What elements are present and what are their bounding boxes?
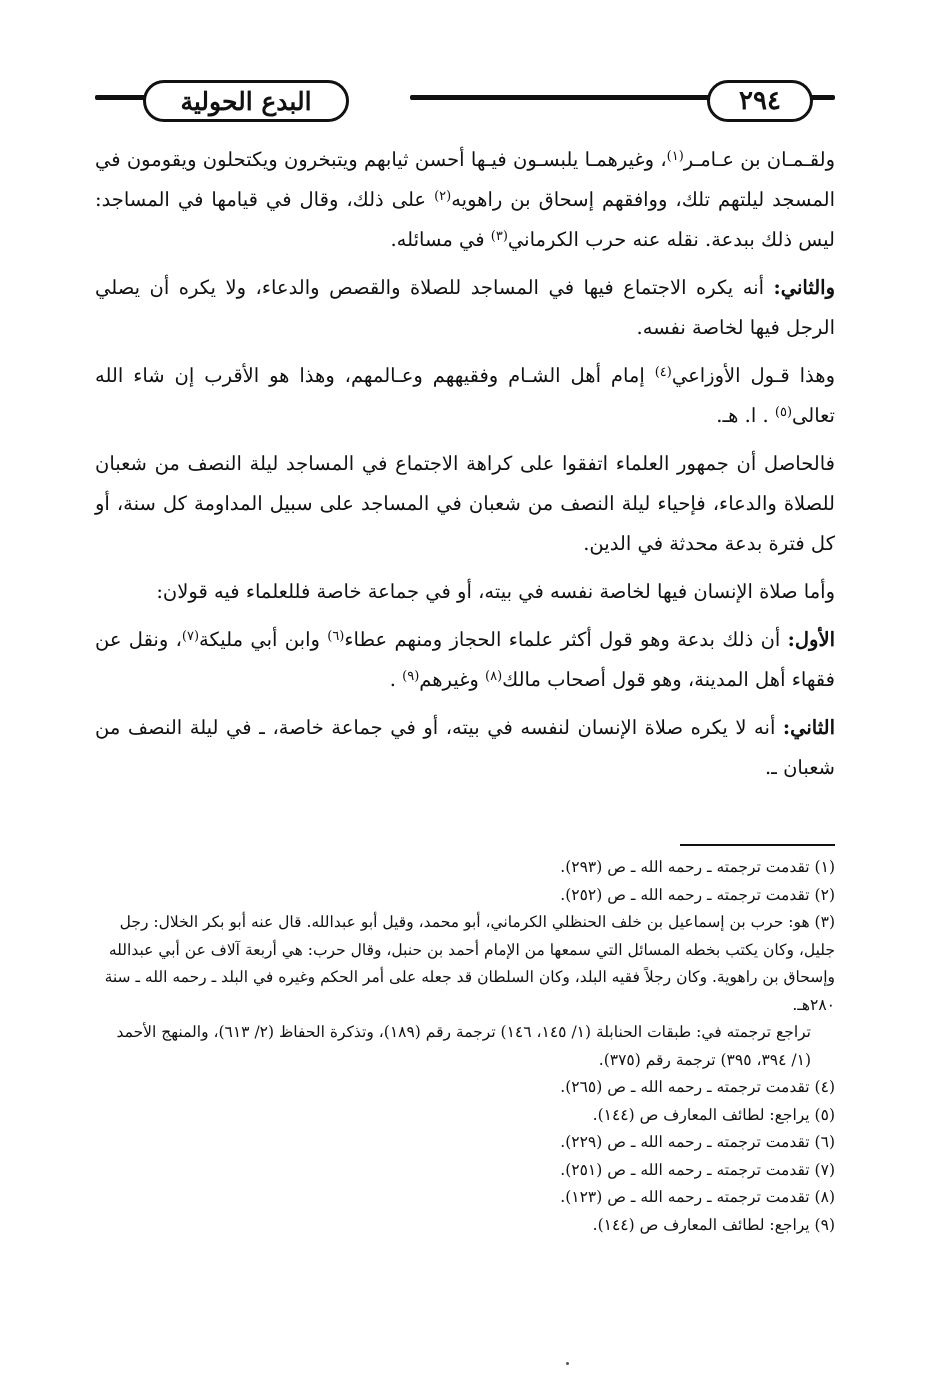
footnote-separator xyxy=(680,844,835,846)
bold-label: والثاني: xyxy=(773,276,835,299)
footnote-ref[interactable]: (٣) xyxy=(490,229,508,244)
footnote: (٦) تقدمت ترجمته ـ رحمه الله ـ ص (٢٢٩). xyxy=(560,1133,835,1151)
footnote: (١) تقدمت ترجمته ـ رحمه الله ـ ص (٢٩٣). xyxy=(560,858,835,876)
footnote-ref[interactable]: (٢) xyxy=(434,189,452,204)
footnote: (٥) يراجع: لطائف المعارف ص (١٤٤). xyxy=(592,1105,835,1124)
text-run: أنه يكره الاجتماع فيها في المساجد للصلاة والقصص والدعاء، ولا يكره أن يصلي الرجل فيها لخاصة نفسه. xyxy=(95,276,835,339)
text-run: . xyxy=(389,668,403,691)
footnote-ref[interactable]: (٨) xyxy=(485,669,503,684)
paragraph xyxy=(95,708,835,788)
footnote: (٤) تقدمت ترجمته ـ رحمه الله ـ ص (٢٦٥). xyxy=(560,1078,835,1096)
paragraph: وأما صلاة الإنسان فيها لخاصة نفسه في بيته، أو في جماعة خاصة فللعلماء فيه قولان: xyxy=(156,580,835,603)
text-run: وهذا قـول الأوزاعي xyxy=(671,364,835,387)
footnote-ref[interactable]: (٦) xyxy=(327,629,345,644)
footnote-ref[interactable]: (٤) xyxy=(654,365,672,380)
footnote: (٢) تقدمت ترجمته ـ رحمه الله ـ ص (٢٥٢). xyxy=(560,885,835,904)
text-run: ، وغيرهمـا يلبسـون فيـها أحسن ثيابهم ويتبخرون ويكتحلون ويقومون في المسجد ليلتهم تلك، ووافقهم إسحاق بن راهويه xyxy=(95,148,835,211)
footnote: (٩) يراجع: لطائف المعارف ص (١٤٤). xyxy=(592,1215,835,1234)
scan-speck xyxy=(566,1362,569,1365)
footnote: (٣) هو: حرب بن إسماعيل بن خلف الحنظلي الكرماني، أبو محمد، وقيل أبو عبدالله. قال عنه أبو بكر الخلال: رجل جليل، وكان يكتب بخطه المسائل التي سمعها من الإمام أحمد بن حنبل، وقال حرب: هي أربعة آلاف عن أبي عبدالله وإسحاق بن راهوية. وكان رجلاً فقيه البلد، وكان السلطان قد جعله على أمر الحكم وغيره في البلد ـ رحمه الله ـ سنة ٢٨٠هـ. xyxy=(104,913,835,1014)
paragraph xyxy=(95,268,835,348)
text-run: أنه لا يكره صلاة الإنسان لنفسه في بيته، أو في جماعة خاصة، ـ في ليلة النصف من شعبان ـ. xyxy=(95,716,835,779)
footnote-ref[interactable]: (١) xyxy=(666,149,684,164)
footnote-ref[interactable]: (٩) xyxy=(402,669,420,684)
footnote: (٧) تقدمت ترجمته ـ رحمه الله ـ ص (٢٥١). xyxy=(560,1160,835,1179)
text-run: على ذلك، وقال في قيامها في المساجد: ليس ذلك ببدعة. نقله عنه حرب الكرماني xyxy=(95,188,835,251)
footnote-ref[interactable]: (٥) xyxy=(774,405,793,420)
paragraph: فالحاصل أن جمهور العلماء اتفقوا على كراهة الاجتماع في المساجد ليلة النصف من شعبان للصلاة والدعاء، فإحياء ليلة النصف من شعبان في المساجد على سبيل المداومة كل سنة، أو كل فترة بدعة محدثة في الدين. xyxy=(95,452,835,555)
text-run: ولقـمـان بن عـامـر xyxy=(683,148,835,171)
bold-label: الثاني: xyxy=(782,716,835,739)
text-run: ، ونقل عن فقهاء أهل المدينة، وهو قول أصحاب مالك xyxy=(95,628,835,691)
bold-label: الأول: xyxy=(787,628,835,651)
text-run: وغيرهم xyxy=(419,668,486,691)
page-header xyxy=(95,78,835,122)
text-run: أن ذلك بدعة وهو قول أكثر علماء الحجاز ومنهم عطاء xyxy=(344,628,788,651)
page-number: ٢٩٤ xyxy=(707,80,813,122)
footnote-continuation xyxy=(95,1019,835,1074)
footnotes xyxy=(95,854,835,1239)
footnote: (٨) تقدمت ترجمته ـ رحمه الله ـ ص (١٢٣). xyxy=(560,1188,835,1206)
text-run: وابن أبي مليكة xyxy=(199,628,328,651)
footnote-ref[interactable]: (٧) xyxy=(181,629,200,644)
text-run: تراجع ترجمته في: طبقات الحنابلة (١/ ١٤٥، ١٤٦) ترجمة رقم (١٨٩)، وتذكرة الحفاظ (٢/ ٦١٣)، والمنهج الأحمد (١/ ٣٩٤، ٣٩٥) ترجمة رقم (٣٧٥). xyxy=(116,1023,811,1069)
running-title: البدع الحولية xyxy=(143,80,349,122)
text-run: في مسائله. xyxy=(390,228,491,251)
paragraph xyxy=(95,140,835,260)
text-run: . ا. هـ. xyxy=(716,404,775,427)
paragraph xyxy=(95,620,835,700)
paragraph xyxy=(95,356,835,436)
main-text xyxy=(95,140,835,796)
text-run: إمام أهل الشـام وفقيههم وعـالمهم، وهذا هو الأقرب إن شاء الله تعالى xyxy=(95,364,835,427)
